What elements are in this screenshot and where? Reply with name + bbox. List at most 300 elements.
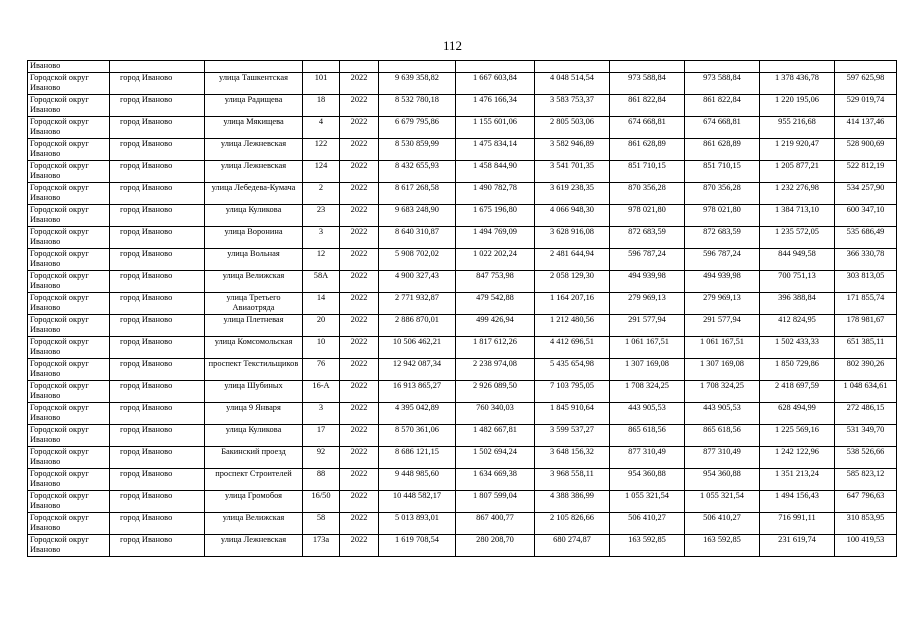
cell-okrug: Городской округ Иваново (28, 535, 110, 557)
cell-house-number: 58 (303, 513, 340, 535)
cell-street: улица Лежневская (205, 161, 303, 183)
table-row (28, 271, 897, 293)
cell-amount-4: 279 969,13 (610, 293, 685, 315)
cell-amount-7: 522 812,19 (835, 161, 897, 183)
cell-city: город Иваново (110, 73, 205, 95)
cell-amount-2: 1 667 603,84 (456, 73, 535, 95)
cell-amount-7: 538 526,66 (835, 447, 897, 469)
cell-amount-total: 16 913 865,27 (379, 381, 456, 403)
cell-okrug: Городской округ Иваново (28, 271, 110, 293)
cell-amount-2: 760 340,03 (456, 403, 535, 425)
cell-amount-2: 2 238 974,08 (456, 359, 535, 381)
table-row (28, 205, 897, 227)
cell-amount-5: 1 061 167,51 (685, 337, 760, 359)
cell-amount-6: 231 619,74 (760, 535, 835, 557)
cell-city: город Иваново (110, 535, 205, 557)
cell-amount-total: 8 532 780,18 (379, 95, 456, 117)
cell-amount-3: 4 066 948,30 (535, 205, 610, 227)
cell-street: улица Ташкентская (205, 73, 303, 95)
cell-okrug: Городской округ Иваново (28, 73, 110, 95)
cell-city: город Иваново (110, 359, 205, 381)
cell-amount-4: 973 588,84 (610, 73, 685, 95)
cell-amount-2: 847 753,98 (456, 271, 535, 293)
cell-street: улица Комсомольская (205, 337, 303, 359)
cell-amount-2: 1 807 599,04 (456, 491, 535, 513)
cell-empty (379, 61, 456, 73)
cell-amount-4: 1 708 324,25 (610, 381, 685, 403)
table-row (28, 425, 897, 447)
cell-amount-4: 1 055 321,54 (610, 491, 685, 513)
cell-amount-5: 861 628,89 (685, 139, 760, 161)
cell-amount-4: 443 905,53 (610, 403, 685, 425)
cell-amount-3: 2 805 503,06 (535, 117, 610, 139)
cell-amount-5: 954 360,88 (685, 469, 760, 491)
cell-amount-7: 535 686,49 (835, 227, 897, 249)
cell-city: город Иваново (110, 491, 205, 513)
cell-amount-6: 700 751,13 (760, 271, 835, 293)
cell-amount-6: 412 824,95 (760, 315, 835, 337)
cell-street: проспект Текстильщиков (205, 359, 303, 381)
cell-street: улица Вольная (205, 249, 303, 271)
cell-year: 2022 (340, 491, 379, 513)
cell-amount-2: 1 494 769,09 (456, 227, 535, 249)
cell-amount-3: 680 274,87 (535, 535, 610, 557)
cell-year: 2022 (340, 117, 379, 139)
cell-amount-5: 1 055 321,54 (685, 491, 760, 513)
document-table (27, 60, 897, 557)
cell-amount-5: 506 410,27 (685, 513, 760, 535)
cell-amount-4: 291 577,94 (610, 315, 685, 337)
cell-amount-6: 1 219 920,47 (760, 139, 835, 161)
cell-street: улица Лежневская (205, 139, 303, 161)
cell-empty (303, 61, 340, 73)
cell-amount-2: 499 426,94 (456, 315, 535, 337)
table-row (28, 183, 897, 205)
cell-amount-4: 596 787,24 (610, 249, 685, 271)
cell-amount-3: 7 103 795,05 (535, 381, 610, 403)
cell-amount-7: 529 019,74 (835, 95, 897, 117)
cell-amount-6: 716 991,11 (760, 513, 835, 535)
cell-street: улица Радищева (205, 95, 303, 117)
cell-amount-7: 647 796,63 (835, 491, 897, 513)
cell-amount-total: 10 506 462,21 (379, 337, 456, 359)
cell-city: город Иваново (110, 205, 205, 227)
cell-amount-total: 9 683 248,90 (379, 205, 456, 227)
cell-amount-2: 1 675 196,80 (456, 205, 535, 227)
cell-amount-total: 5 908 702,02 (379, 249, 456, 271)
cell-amount-5: 596 787,24 (685, 249, 760, 271)
cell-amount-6: 844 949,58 (760, 249, 835, 271)
cell-year: 2022 (340, 381, 379, 403)
cell-year: 2022 (340, 513, 379, 535)
cell-street: улица Громобоя (205, 491, 303, 513)
cell-amount-4: 851 710,15 (610, 161, 685, 183)
cell-okrug: Городской округ Иваново (28, 183, 110, 205)
cell-amount-4: 978 021,80 (610, 205, 685, 227)
cell-year: 2022 (340, 161, 379, 183)
cell-okrug: Городской округ Иваново (28, 227, 110, 249)
cell-amount-4: 1 307 169,08 (610, 359, 685, 381)
cell-amount-2: 280 208,70 (456, 535, 535, 557)
cell-amount-total: 9 448 985,60 (379, 469, 456, 491)
cell-amount-7: 531 349,70 (835, 425, 897, 447)
cell-amount-total: 4 395 042,89 (379, 403, 456, 425)
cell-year: 2022 (340, 535, 379, 557)
cell-house-number: 124 (303, 161, 340, 183)
table-row (28, 161, 897, 183)
cell-city: город Иваново (110, 447, 205, 469)
cell-amount-5: 1 708 324,25 (685, 381, 760, 403)
cell-house-number: 23 (303, 205, 340, 227)
cell-amount-total: 12 942 087,34 (379, 359, 456, 381)
cell-amount-5: 877 310,49 (685, 447, 760, 469)
cell-amount-3: 2 058 129,30 (535, 271, 610, 293)
cell-city: город Иваново (110, 403, 205, 425)
cell-city: город Иваново (110, 469, 205, 491)
cell-amount-7: 100 419,53 (835, 535, 897, 557)
cell-city: город Иваново (110, 337, 205, 359)
cell-amount-6: 1 378 436,78 (760, 73, 835, 95)
cell-amount-5: 494 939,98 (685, 271, 760, 293)
cell-amount-3: 1 212 480,56 (535, 315, 610, 337)
cell-amount-4: 506 410,27 (610, 513, 685, 535)
cell-amount-6: 1 494 156,43 (760, 491, 835, 513)
cell-year: 2022 (340, 359, 379, 381)
cell-amount-total: 10 448 582,17 (379, 491, 456, 513)
cell-street: проспект Строителей (205, 469, 303, 491)
cell-amount-6: 1 351 213,24 (760, 469, 835, 491)
cell-okrug: Городской округ Иваново (28, 95, 110, 117)
cell-house-number: 10 (303, 337, 340, 359)
cell-amount-7: 528 900,69 (835, 139, 897, 161)
cell-amount-4: 877 310,49 (610, 447, 685, 469)
cell-okrug: Городской округ Иваново (28, 513, 110, 535)
cell-empty (760, 61, 835, 73)
cell-city: город Иваново (110, 95, 205, 117)
cell-street: улица Воронина (205, 227, 303, 249)
cell-city: город Иваново (110, 227, 205, 249)
cell-street: улица Лежневская (205, 535, 303, 557)
cell-amount-3: 3 628 916,08 (535, 227, 610, 249)
cell-amount-total: 4 900 327,43 (379, 271, 456, 293)
cell-amount-7: 303 813,05 (835, 271, 897, 293)
cell-year: 2022 (340, 337, 379, 359)
cell-city: город Иваново (110, 161, 205, 183)
cell-house-number: 101 (303, 73, 340, 95)
cell-amount-4: 163 592,85 (610, 535, 685, 557)
cell-amount-6: 1 235 572,05 (760, 227, 835, 249)
cell-amount-2: 1 482 667,81 (456, 425, 535, 447)
cell-year: 2022 (340, 271, 379, 293)
cell-amount-5: 973 588,84 (685, 73, 760, 95)
cell-amount-3: 2 481 644,94 (535, 249, 610, 271)
cell-amount-7: 651 385,11 (835, 337, 897, 359)
table-row (28, 469, 897, 491)
cell-okrug: Городской округ Иваново (28, 161, 110, 183)
cell-amount-2: 1 022 202,24 (456, 249, 535, 271)
cell-year: 2022 (340, 249, 379, 271)
cell-okrug: Городской округ Иваново (28, 315, 110, 337)
cell-amount-4: 870 356,28 (610, 183, 685, 205)
cell-year: 2022 (340, 469, 379, 491)
cell-amount-7: 597 625,98 (835, 73, 897, 95)
cell-amount-3: 3 599 537,27 (535, 425, 610, 447)
cell-house-number: 17 (303, 425, 340, 447)
cell-street: улица Велижская (205, 271, 303, 293)
cell-city: город Иваново (110, 117, 205, 139)
cell-amount-7: 600 347,10 (835, 205, 897, 227)
cell-amount-4: 954 360,88 (610, 469, 685, 491)
cell-empty (110, 61, 205, 73)
cell-year: 2022 (340, 95, 379, 117)
cell-amount-total: 8 432 655,93 (379, 161, 456, 183)
cell-house-number: 92 (303, 447, 340, 469)
cell-amount-6: 2 418 697,59 (760, 381, 835, 403)
cell-okrug: Городской округ Иваново (28, 447, 110, 469)
table-row (28, 447, 897, 469)
cell-empty (205, 61, 303, 73)
cell-amount-5: 865 618,56 (685, 425, 760, 447)
cell-amount-3: 1 164 207,16 (535, 293, 610, 315)
cell-house-number: 3 (303, 403, 340, 425)
cell-amount-4: 865 618,56 (610, 425, 685, 447)
cell-amount-2: 1 476 166,34 (456, 95, 535, 117)
cell-street: улица Третьего Авиаотряда (205, 293, 303, 315)
cell-year: 2022 (340, 205, 379, 227)
cell-amount-3: 3 648 156,32 (535, 447, 610, 469)
cell-amount-6: 1 384 713,10 (760, 205, 835, 227)
cell-amount-6: 628 494,99 (760, 403, 835, 425)
cell-city: город Иваново (110, 425, 205, 447)
cell-house-number: 3 (303, 227, 340, 249)
cell-year: 2022 (340, 227, 379, 249)
cell-house-number: 173а (303, 535, 340, 557)
cell-city: город Иваново (110, 315, 205, 337)
cell-house-number: 12 (303, 249, 340, 271)
cell-amount-3: 4 048 514,54 (535, 73, 610, 95)
cell-okrug: Городской округ Иваново (28, 117, 110, 139)
cell-amount-total: 6 679 795,86 (379, 117, 456, 139)
table-row (28, 491, 897, 513)
cell-amount-5: 674 668,81 (685, 117, 760, 139)
cell-empty (535, 61, 610, 73)
cell-amount-3: 4 388 386,99 (535, 491, 610, 513)
cell-amount-2: 2 926 089,50 (456, 381, 535, 403)
cell-year: 2022 (340, 425, 379, 447)
cell-amount-6: 1 502 433,33 (760, 337, 835, 359)
cell-year: 2022 (340, 293, 379, 315)
cell-amount-3: 3 582 946,89 (535, 139, 610, 161)
cell-house-number: 18 (303, 95, 340, 117)
cell-amount-6: 396 388,84 (760, 293, 835, 315)
cell-amount-5: 851 710,15 (685, 161, 760, 183)
cell-amount-total: 8 530 859,99 (379, 139, 456, 161)
cell-okrug: Городской округ Иваново (28, 469, 110, 491)
cell-amount-5: 443 905,53 (685, 403, 760, 425)
cell-amount-4: 872 683,59 (610, 227, 685, 249)
cell-amount-3: 3 541 701,35 (535, 161, 610, 183)
cell-amount-5: 279 969,13 (685, 293, 760, 315)
cell-amount-5: 861 822,84 (685, 95, 760, 117)
cell-city: город Иваново (110, 183, 205, 205)
cell-city: город Иваново (110, 139, 205, 161)
cell-okrug: Городской округ Иваново (28, 403, 110, 425)
cell-city: город Иваново (110, 271, 205, 293)
cell-street: Бакинский проезд (205, 447, 303, 469)
cell-amount-2: 1 155 601,06 (456, 117, 535, 139)
table-row (28, 139, 897, 161)
cell-house-number: 20 (303, 315, 340, 337)
cell-amount-total: 8 686 121,15 (379, 447, 456, 469)
cell-house-number: 58А (303, 271, 340, 293)
continuation-row (28, 61, 897, 73)
cell-amount-total: 1 619 708,54 (379, 535, 456, 557)
cell-okrug: Городской округ Иваново (28, 491, 110, 513)
cell-okrug: Городской округ Иваново (28, 359, 110, 381)
cell-house-number: 14 (303, 293, 340, 315)
cell-amount-5: 1 307 169,08 (685, 359, 760, 381)
cell-amount-5: 291 577,94 (685, 315, 760, 337)
cell-city: город Иваново (110, 513, 205, 535)
cell-house-number: 88 (303, 469, 340, 491)
cell-amount-3: 5 435 654,98 (535, 359, 610, 381)
cell-amount-4: 494 939,98 (610, 271, 685, 293)
table-row (28, 73, 897, 95)
cell-empty (610, 61, 685, 73)
table-row (28, 117, 897, 139)
table-row (28, 315, 897, 337)
cell-amount-6: 1 205 877,21 (760, 161, 835, 183)
cell-street: улица Куликова (205, 205, 303, 227)
cell-okrug: Городской округ Иваново (28, 293, 110, 315)
cell-amount-total: 8 570 361,06 (379, 425, 456, 447)
cell-amount-2: 1 634 669,38 (456, 469, 535, 491)
cell-amount-2: 1 817 612,26 (456, 337, 535, 359)
table-row (28, 535, 897, 557)
cell-amount-2: 1 490 782,78 (456, 183, 535, 205)
cell-house-number: 4 (303, 117, 340, 139)
cell-amount-3: 2 105 826,66 (535, 513, 610, 535)
cell-empty (340, 61, 379, 73)
cell-okrug: Иваново (28, 61, 110, 73)
table-row (28, 359, 897, 381)
cell-year: 2022 (340, 73, 379, 95)
cell-amount-total: 5 013 893,01 (379, 513, 456, 535)
cell-house-number: 16/50 (303, 491, 340, 513)
cell-amount-6: 1 225 569,16 (760, 425, 835, 447)
cell-amount-5: 978 021,80 (685, 205, 760, 227)
cell-amount-3: 3 583 753,37 (535, 95, 610, 117)
cell-street: улица Куликова (205, 425, 303, 447)
cell-street: улица Велижская (205, 513, 303, 535)
table-row (28, 249, 897, 271)
cell-amount-7: 366 330,78 (835, 249, 897, 271)
cell-amount-7: 414 137,46 (835, 117, 897, 139)
cell-amount-7: 272 486,15 (835, 403, 897, 425)
cell-amount-6: 1 220 195,06 (760, 95, 835, 117)
cell-amount-7: 178 981,67 (835, 315, 897, 337)
cell-amount-total: 8 640 310,87 (379, 227, 456, 249)
cell-amount-total: 2 886 870,01 (379, 315, 456, 337)
cell-street: улица 9 Января (205, 403, 303, 425)
cell-street: улица Шубиных (205, 381, 303, 403)
cell-amount-3: 3 619 238,35 (535, 183, 610, 205)
table-row (28, 227, 897, 249)
cell-house-number: 76 (303, 359, 340, 381)
cell-year: 2022 (340, 315, 379, 337)
cell-street: улица Мякищева (205, 117, 303, 139)
cell-amount-6: 1 232 276,98 (760, 183, 835, 205)
cell-amount-7: 534 257,90 (835, 183, 897, 205)
cell-amount-7: 802 390,26 (835, 359, 897, 381)
cell-amount-2: 1 502 694,24 (456, 447, 535, 469)
table-row (28, 513, 897, 535)
cell-amount-3: 4 412 696,51 (535, 337, 610, 359)
cell-okrug: Городской округ Иваново (28, 139, 110, 161)
cell-year: 2022 (340, 403, 379, 425)
cell-empty (835, 61, 897, 73)
cell-amount-2: 867 400,77 (456, 513, 535, 535)
cell-amount-7: 310 853,95 (835, 513, 897, 535)
table-row (28, 293, 897, 315)
cell-amount-total: 9 639 358,82 (379, 73, 456, 95)
cell-amount-2: 1 458 844,90 (456, 161, 535, 183)
cell-okrug: Городской округ Иваново (28, 381, 110, 403)
table-row (28, 95, 897, 117)
cell-year: 2022 (340, 139, 379, 161)
cell-amount-6: 1 242 122,96 (760, 447, 835, 469)
cell-amount-4: 1 061 167,51 (610, 337, 685, 359)
cell-amount-7: 171 855,74 (835, 293, 897, 315)
cell-okrug: Городской округ Иваново (28, 205, 110, 227)
table-row (28, 403, 897, 425)
cell-city: город Иваново (110, 381, 205, 403)
cell-street: улица Лебедева-Кумача (205, 183, 303, 205)
cell-empty (456, 61, 535, 73)
cell-amount-4: 674 668,81 (610, 117, 685, 139)
cell-amount-7: 1 048 634,61 (835, 381, 897, 403)
cell-amount-total: 2 771 932,87 (379, 293, 456, 315)
cell-amount-5: 872 683,59 (685, 227, 760, 249)
cell-amount-2: 1 475 834,14 (456, 139, 535, 161)
cell-year: 2022 (340, 183, 379, 205)
cell-amount-3: 1 845 910,64 (535, 403, 610, 425)
cell-okrug: Городской округ Иваново (28, 425, 110, 447)
cell-amount-6: 955 216,68 (760, 117, 835, 139)
cell-amount-2: 479 542,88 (456, 293, 535, 315)
cell-amount-4: 861 628,89 (610, 139, 685, 161)
cell-amount-5: 870 356,28 (685, 183, 760, 205)
cell-house-number: 16-А (303, 381, 340, 403)
table-row (28, 381, 897, 403)
cell-amount-7: 585 823,12 (835, 469, 897, 491)
cell-okrug: Городской округ Иваново (28, 249, 110, 271)
cell-okrug: Городской округ Иваново (28, 337, 110, 359)
cell-empty (685, 61, 760, 73)
page-number: 112 (442, 38, 463, 53)
table-row (28, 337, 897, 359)
cell-amount-total: 8 617 268,58 (379, 183, 456, 205)
cell-amount-6: 1 850 729,86 (760, 359, 835, 381)
cell-house-number: 2 (303, 183, 340, 205)
cell-house-number: 122 (303, 139, 340, 161)
cell-amount-3: 3 968 558,11 (535, 469, 610, 491)
table-body (28, 61, 897, 557)
cell-city: город Иваново (110, 293, 205, 315)
cell-street: улица Плетневая (205, 315, 303, 337)
cell-amount-4: 861 822,84 (610, 95, 685, 117)
cell-year: 2022 (340, 447, 379, 469)
